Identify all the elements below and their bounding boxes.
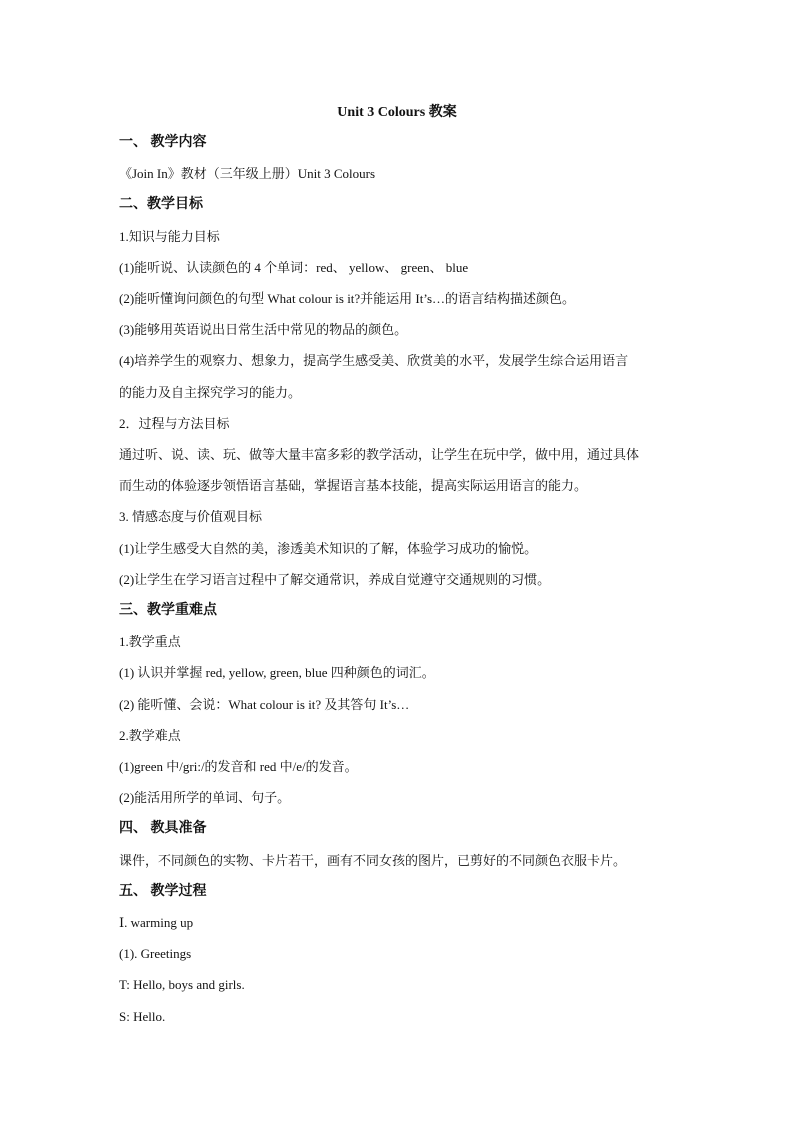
dialogue-line: S: Hello. <box>119 1009 166 1024</box>
paragraph-line: (3)能够用英语说出日常生活中常见的物品的颜色。 <box>119 322 408 337</box>
section-heading-materials: 四、 教具准备 <box>119 821 207 836</box>
paragraph-line: (2)让学生在学习语言过程中了解交通常识，养成自觉遵守交通规则的习惯。 <box>119 572 551 587</box>
paragraph-line: (2)能活用所学的单词、句子。 <box>119 790 291 805</box>
paragraph-line: 而生动的体验逐步领悟语言基础，掌握语言基本技能，提高实际运用语言的能力。 <box>119 478 588 493</box>
document-title: Unit 3 Colours 教案 <box>337 105 457 120</box>
subheading-attitude: 3. 情感态度与价值观目标 <box>119 509 263 524</box>
paragraph-line: 通过听、说、读、玩、做等大量丰富多彩的教学活动，让学生在玩中学，做中用，通过具体 <box>119 447 640 462</box>
paragraph-line: (4)培养学生的观察力、想象力，提高学生感受美、欣赏美的水平，发展学生综合运用语言 <box>119 353 629 368</box>
paragraph-line: 课件，不同颜色的实物、卡片若干，画有不同女孩的图片，已剪好的不同颜色衣服卡片。 <box>119 853 627 868</box>
subheading-difficulty: 2.教学难点 <box>119 728 181 743</box>
section-heading-procedure: 五、 教学过程 <box>119 884 207 899</box>
section-heading-objectives: 二、教学目标 <box>119 197 203 212</box>
paragraph-line: 的能力及自主探究学习的能力。 <box>119 385 302 400</box>
paragraph-line: (1)能听说、认读颜色的 4 个单词：red、 yellow、 green、 blue <box>119 260 469 275</box>
step-heading: Ⅰ. warming up <box>119 915 194 930</box>
step-item: (1). Greetings <box>119 946 192 961</box>
textbook-line: 《Join In》教材（三年级上册）Unit 3 Colours <box>119 166 376 181</box>
paragraph-line: (1)green 中/gri:/的发音和 red 中/e/的发音。 <box>119 759 358 774</box>
dialogue-line: T: Hello, boys and girls. <box>119 977 245 992</box>
paragraph-line: (2) 能听懂、会说：What colour is it? 及其答句 It’s… <box>119 697 410 712</box>
section-heading-content: 一、 教学内容 <box>119 135 207 150</box>
subheading-knowledge: 1.知识与能力目标 <box>119 229 220 244</box>
paragraph-line: (1) 认识并掌握 red, yellow, green, blue 四种颜色的词汇。 <box>119 665 435 680</box>
paragraph-line: (2)能听懂询问颜色的句型 What colour is it?并能运用 It’s…的语言结构描述颜色。 <box>119 291 576 306</box>
subheading-focus: 1.教学重点 <box>119 634 181 649</box>
section-heading-key-points: 三、教学重难点 <box>119 603 217 618</box>
subheading-process: 2．过程与方法目标 <box>119 416 230 431</box>
paragraph-line: (1)让学生感受大自然的美，渗透美术知识的了解，体验学习成功的愉悦。 <box>119 541 538 556</box>
